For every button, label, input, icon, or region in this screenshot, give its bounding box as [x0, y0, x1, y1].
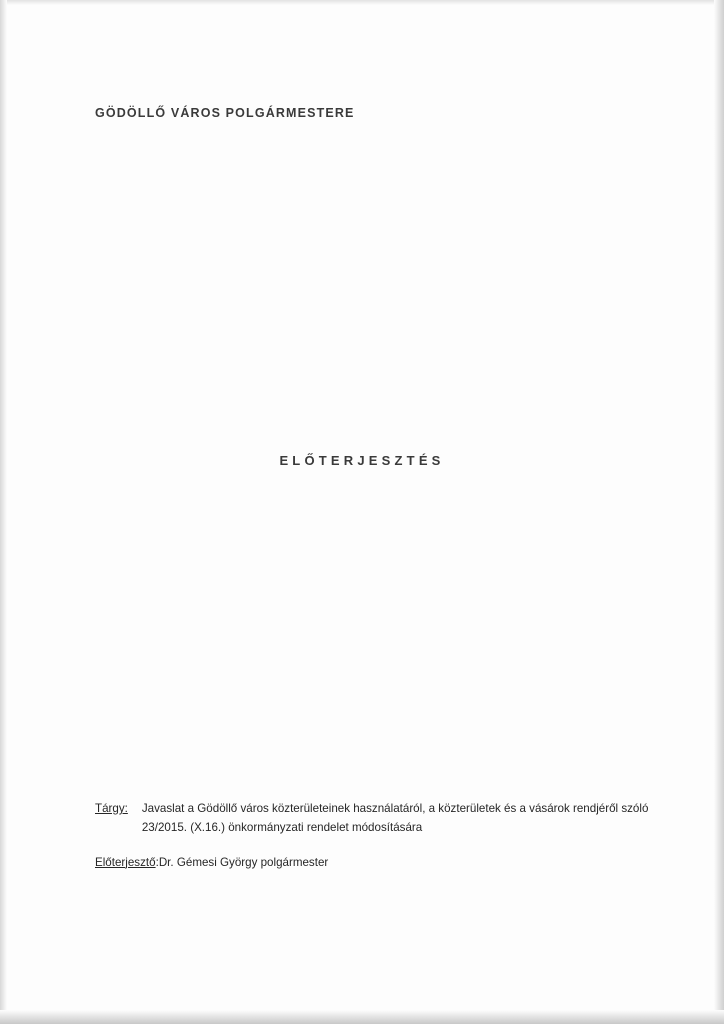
subject-text: Javaslat a Gödöllő város közterületeinek használatáról, a közterületek és a vásárok rendjéről szóló 23/2015. (X.16.) önkormányzati rendelet módosítására — [141, 802, 649, 834]
subject-label: Tárgy: — [95, 802, 128, 815]
presenter-label: Előterjesztő — [95, 855, 156, 869]
scan-edge-bottom — [0, 1010, 724, 1024]
issuing-authority-heading: GÖDÖLLŐ VÁROS POLGÁRMESTERE — [95, 106, 355, 120]
document-type-title: ELŐTERJESZTÉS — [279, 453, 445, 468]
document-metadata-block — [95, 800, 655, 872]
presenter-separator: : — [155, 855, 159, 869]
scan-edge-left — [0, 0, 7, 1024]
presenter-row — [95, 854, 655, 873]
scan-edge-right — [714, 0, 724, 1024]
subject-row — [95, 800, 655, 838]
presenter-text: Dr. Gémesi György polgármester — [158, 855, 329, 869]
scan-edge-top — [0, 0, 724, 5]
